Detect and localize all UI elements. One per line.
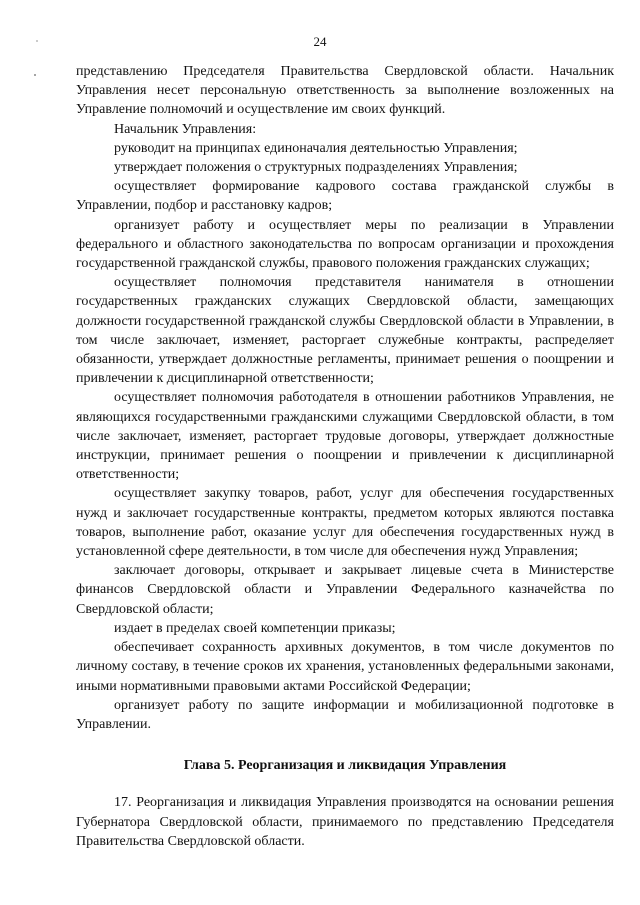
paragraph: обеспечивает сохранность архивных документов, в том числе документов по личному составу, в течение сроков их хранения, установленных федеральными законами, иными нормативными правовыми актами Российской Федерации; <box>76 640 614 694</box>
paragraph: Начальник Управления: <box>114 121 257 137</box>
paragraph: организует работу и осуществляет меры по реализации в Управлении федерального и областного законодательства по вопросам организации и прохождения государственной гражданской службы, правового положения гражданских служащих; <box>76 217 614 272</box>
paragraph: организует работу по защите информации и мобилизационной подготовке в Управлении. <box>76 697 614 732</box>
paragraph: осуществляет формирование кадрового состава гражданской службы в Управлении, подбор и расстановку кадров; <box>76 179 614 214</box>
paragraph: осуществляет полномочия представителя нанимателя в отношении государственных гражданских служащих Свердловской области, замещающих должности государственной гражданской службы Свердловской области в Управлении, в том числе заключает, изменяет, расторгает служебные контракты, распределяет обязанности, утверждает должностные регламенты, принимает решения о поощрении и привлечении к дисциплинарной ответственности; <box>76 275 614 387</box>
document-body <box>76 62 614 851</box>
paragraph: руководит на принципах единоначалия деятельностью Управления; <box>114 140 518 156</box>
paragraph: издает в пределах своей компетенции приказы; <box>114 620 396 636</box>
paragraph: 17. Реорганизация и ликвидация Управления производятся на основании решения Губернатора Свердловской области, принимаемого по представлению Председателя Правительства Свердловской области. <box>76 795 614 849</box>
page-number: 24 <box>313 34 327 49</box>
paragraph: заключает договоры, открывает и закрывает лицевые счета в Министерстве финансов Свердловской области и Управлении Федерального казначейства по Свердловской области; <box>76 563 614 617</box>
paragraph: утверждает положения о структурных подразделениях Управления; <box>114 160 518 176</box>
paragraph: осуществляет полномочия работодателя в отношении работников Управления, не являющихся государственными гражданскими служащими Свердловской области, в том числе заключает, изменяет, расторгает трудовые договоры, утверждает должностные инструкции, принимает решения о поощрении и привлечении к дисциплинарной ответственности; <box>76 390 614 483</box>
scan-speck <box>34 74 36 76</box>
paragraph: представлению Председателя Правительства Свердловской области. Начальник Управления несет персональную ответственность за выполнение возложенных на Управление полномочий и осуществление им своих функций. <box>76 64 614 118</box>
chapter-heading: Глава 5. Реорганизация и ликвидация Управления <box>183 758 507 774</box>
paragraph: осуществляет закупку товаров, работ, услуг для обеспечения государственных нужд и заключает государственные контракты, предметом которых являются поставка товаров, выполнение работ, оказание услуг для обеспечения государственных нужд в установленной сфере деятельности, в том числе для обеспечения нужд Управления; <box>76 486 614 560</box>
